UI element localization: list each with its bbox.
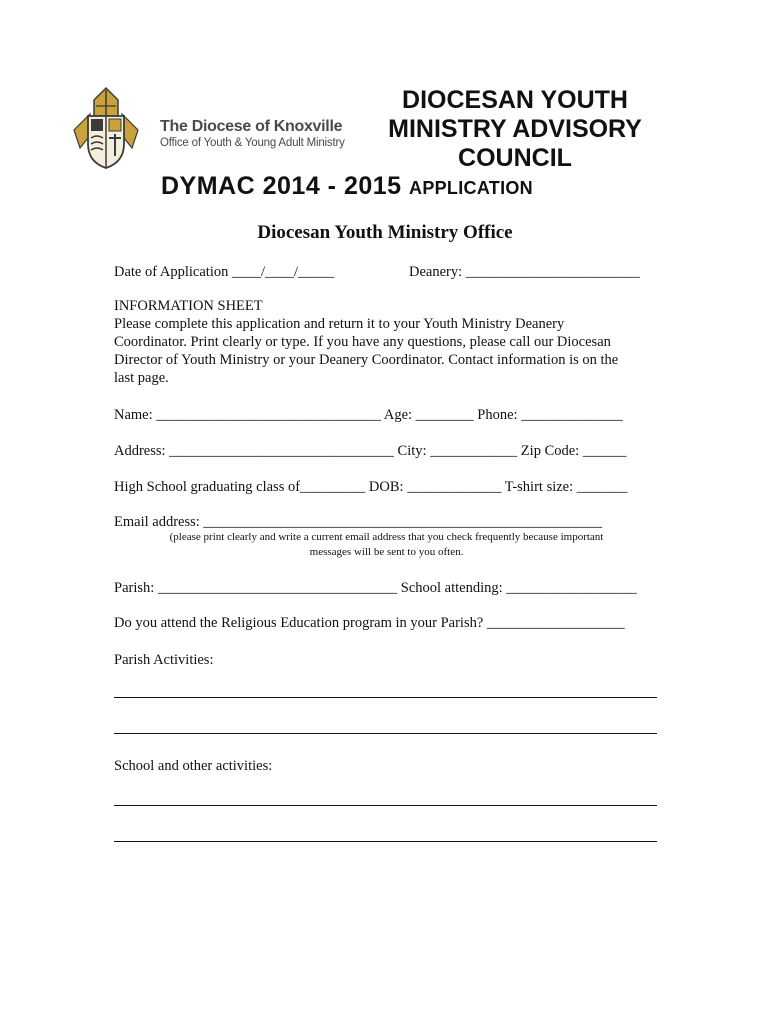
- title-line: COUNCIL: [458, 144, 572, 172]
- information-sheet: [114, 297, 674, 387]
- org-subtitle: Office of Youth & Young Adult Ministry: [160, 137, 345, 149]
- name-age-phone-fields[interactable]: Name: _______________________________ Age: ________ Phone: ______________: [114, 407, 623, 423]
- parish-school-fields[interactable]: Parish: _________________________________ School attending: __________________: [114, 580, 637, 596]
- org-name: The Diocese of Knoxville: [160, 118, 343, 135]
- info-line: Director of Youth Ministry or your Deanery Coordinator. Contact information is on the: [114, 352, 619, 368]
- parish-activities-line-1[interactable]: [114, 697, 657, 698]
- parish-activities-label: Parish Activities:: [114, 652, 214, 668]
- school-activities-label: School and other activities:: [114, 758, 273, 774]
- religious-education-field[interactable]: Do you attend the Religious Education program in your Parish? ___________________: [114, 615, 625, 631]
- title-line: MINISTRY ADVISORY: [388, 115, 642, 143]
- application-title: [161, 172, 533, 201]
- address-city-zip-fields[interactable]: Address: _______________________________ City: ____________ Zip Code: ______: [114, 443, 627, 459]
- date-of-application-field[interactable]: Date of Application ____/____/_____: [114, 264, 335, 280]
- info-line: Please complete this application and return it to your Youth Ministry Deanery: [114, 316, 565, 332]
- info-line: Coordinator. Print clearly or type. If you have any questions, please call our Diocesan: [114, 334, 611, 350]
- email-note-line: (please print clearly and write a current email address that you check frequently because important: [169, 531, 604, 543]
- diocese-crest-icon: [66, 86, 146, 170]
- deanery-field[interactable]: Deanery: ________________________: [409, 264, 640, 280]
- office-heading: Diocesan Youth Ministry Office: [257, 222, 513, 243]
- parish-activities-line-2[interactable]: [114, 733, 657, 734]
- school-activities-line-1[interactable]: [114, 805, 657, 806]
- email-note: [114, 530, 659, 560]
- school-dob-tshirt-fields[interactable]: High School graduating class of_________ DOB: _____________ T-shirt size: _______: [114, 479, 628, 495]
- application-title-main: DYMAC 2014 - 2015: [161, 172, 402, 200]
- school-activities-line-2[interactable]: [114, 841, 657, 842]
- email-field[interactable]: Email address: _______________________________________________________: [114, 514, 603, 530]
- email-note-line: messages will be sent to you often.: [309, 546, 464, 558]
- application-title-suffix: APPLICATION: [409, 178, 533, 198]
- information-heading: INFORMATION SHEET: [114, 298, 263, 314]
- info-line: last page.: [114, 370, 169, 386]
- title-line: DIOCESAN YOUTH: [402, 86, 628, 114]
- page-title: [360, 86, 670, 173]
